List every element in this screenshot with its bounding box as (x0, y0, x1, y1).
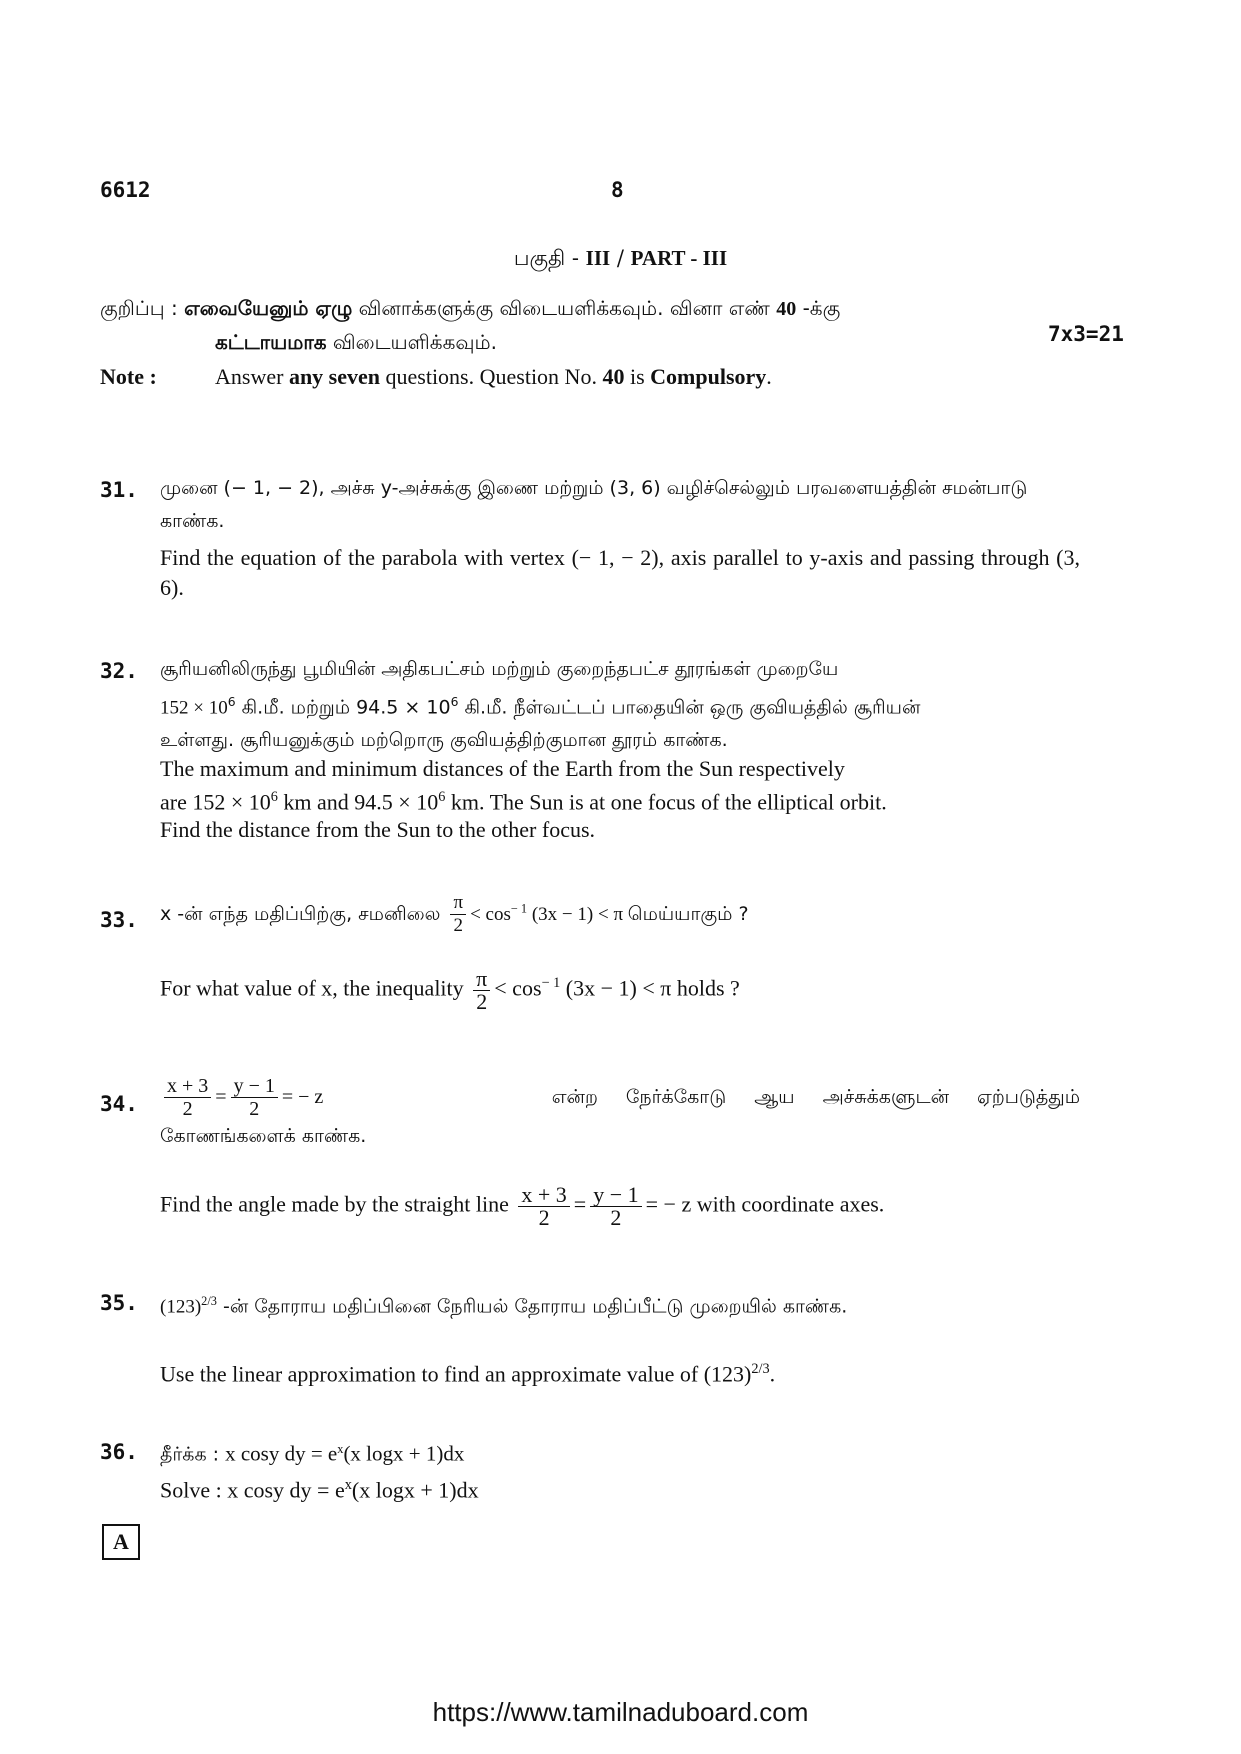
q31-english: Find the equation of the parabola with vertex (− 1, − 2), axis parallel to y-axis and passing through (3, 6). (160, 545, 1080, 600)
q33-english-two: 2 (476, 989, 488, 1014)
q36-tamil (160, 1433, 1080, 1471)
q36-tamil-eq: x cosy dy = e (225, 1441, 338, 1466)
q34-frac-y (231, 1075, 278, 1120)
english-note-c: questions. Question No. (380, 364, 603, 389)
q36-english-eq-tail: (x logx + 1)dx (351, 1477, 479, 1503)
q32-english-b1: are 152 × 10 (160, 789, 271, 815)
q34-tamil-b: கோணங்களைக் காண்க. (160, 1125, 367, 1147)
page-number: 8 (611, 178, 624, 202)
q32-tamil-exp2: 6 (450, 695, 459, 709)
q34-fy-den: 2 (249, 1098, 260, 1120)
q35-english: Use the linear approximation to find an approximate value of $(123)^{2/3}$. (160, 1361, 776, 1387)
q32-english-b3: km. The Sun is at one focus of the elliptical orbit. (445, 789, 887, 815)
q35-english-exp: 2/3 (751, 1361, 770, 1377)
english-note-b: any seven (288, 364, 380, 389)
question-number-31: 31. (100, 478, 138, 502)
q34-tamil-a: என்ற நேர்க்கோடு ஆய அச்சுக்களுடன் ஏற்படுத்தும் (551, 1086, 1080, 1108)
q33-tamil-two: 2 (453, 915, 464, 936)
english-note-label: Note : (100, 364, 157, 389)
q33-tamil (160, 892, 1080, 937)
q32-english (160, 755, 1080, 844)
q32-tamil-num1: 152 × 10 (160, 697, 228, 719)
q32-english-b2: km and 94.5 × 10 (277, 789, 439, 815)
q36-english-eq: x cosy dy = e (227, 1477, 345, 1503)
question-number-34: 34. (100, 1092, 138, 1116)
q33-english-a: For what value of x, the inequality (160, 975, 470, 1001)
q35-english-text: Use the linear approximation to find an approximate value of (160, 1361, 704, 1387)
english-note-e: is (624, 364, 651, 389)
q32-tamil (160, 653, 1080, 757)
part-english: PART - III (630, 246, 728, 270)
q34-tamil-line1 (160, 1075, 1080, 1120)
tamil-note (100, 292, 1100, 359)
q32-english-exp2: 6 (438, 789, 446, 805)
q36-english-eq-exp: x (344, 1477, 352, 1493)
q33-english (160, 968, 1080, 1013)
q33-english-pi: π (473, 968, 490, 991)
q36-tamil-eq-exp: x (337, 1442, 344, 1456)
english-note-d: 40 (602, 364, 625, 389)
q33-tamil-arg: (3x − 1) < π (527, 904, 628, 925)
q34-english-fy-den: 2 (610, 1205, 622, 1230)
q32-tamil-line1: சூரியனிலிருந்து பூமியின் அதிகபட்சம் மற்றும் குறைந்தபட்ச தூரங்கள் முறையே (160, 658, 839, 680)
q32-english-exp1: 6 (270, 789, 278, 805)
part-sep: - (565, 246, 586, 270)
tamil-note-suffix: -க்கு (796, 296, 841, 320)
q32-english-line3: Find the distance from the Sun to the other focus. (160, 817, 596, 843)
tamil-note-line2 (100, 326, 1100, 359)
q34-fx-num: x + 3 (164, 1075, 211, 1098)
q32-tamil-line3: உள்ளது. சூரியனுக்கும் மற்றொரு குவியத்திற்குமான தூரம் காண்க. (160, 729, 728, 752)
part-roman: III (585, 246, 611, 270)
q33-tamil-a: x -ன் எந்த மதிப்பிற்கு, சமனிலை (160, 903, 447, 925)
question-number-35: 35. (100, 1291, 138, 1315)
q32-tamil-line2 (160, 686, 1080, 724)
part-slash: / (610, 246, 631, 270)
tamil-note-compulsory: கட்டாயமாக (215, 330, 327, 354)
english-note (215, 364, 772, 390)
q34-tamil-equation: $\frac{x + 3}{2}$ = $\frac{y - 1}{2}$ = − z (160, 1075, 323, 1120)
q35-tamil-text: -ன் தோராய மதிப்பினை நேரியல் தோராய மதிப்பீட்டு முறையில் காண்க. (216, 1295, 848, 1318)
q34-english-rhs: = − z (645, 1191, 692, 1217)
q33-english-inv: − 1 (541, 975, 561, 992)
q34-english: Find the angle made by the straight line $\frac{x + 3}{2}$ = $\frac{y - 1}{2}$ = − z with coordinate axes. (160, 1182, 885, 1230)
q35-english-base: (123) (703, 1361, 752, 1387)
q33-english-fraction (473, 968, 490, 1013)
q32-english-line2 (160, 783, 1080, 816)
tamil-note-line2-text: விடையளிக்கவும். (326, 330, 497, 354)
q34-english-frac-x (518, 1184, 569, 1229)
q33-tamil-pi: π (450, 892, 466, 915)
q34-english-a: Find the angle made by the straight line (160, 1191, 515, 1217)
q36-english (160, 1470, 1080, 1505)
q32-tamil-num2: கி.மீ. மற்றும் 94.5 × 10 (235, 696, 451, 719)
q33-tamil-cos: < cos (470, 904, 511, 925)
q33-english-arg: (3x − 1) < π (560, 975, 677, 1001)
tamil-note-emph: எவையேனும் ஏழு (184, 296, 353, 320)
question-number-36: 36. (100, 1440, 138, 1464)
english-note-a: Answer (215, 364, 289, 389)
q32-tamil-exp1: 6 (227, 695, 236, 709)
footer-url[interactable]: https://www.tamilnaduboard.com (432, 1697, 809, 1727)
q33-tamil-b: மெய்யாகும் ? (627, 903, 749, 925)
q36-tamil-label: தீர்க்க : (160, 1443, 226, 1466)
paper-code: 6612 (100, 178, 151, 202)
q34-english-fx-num: x + 3 (518, 1184, 569, 1207)
q34-fx-den: 2 (182, 1098, 193, 1120)
q36-tamil-eq-tail: (x logx + 1)dx (343, 1441, 465, 1466)
part-heading (0, 246, 1241, 273)
q34-english-b: with coordinate axes. (691, 1191, 885, 1217)
question-number-33: 33. (100, 908, 138, 932)
q32-tamil-tail: கி.மீ. நீள்வட்டப் பாதையின் ஒரு குவியத்தில் சூரியன் (458, 696, 921, 719)
tamil-note-text: வினாக்களுக்கு விடையளிக்கவும். வினா எண் (352, 296, 777, 320)
question-number-32: 32. (100, 659, 138, 683)
q34-tamil (160, 1075, 1080, 1153)
q35-tamil-base: (123) (160, 1296, 202, 1318)
q34-fy-num: y − 1 (231, 1075, 278, 1098)
q36-english-label: Solve : (160, 1477, 228, 1503)
english-note-f: Compulsory (650, 364, 767, 389)
english-note-g: . (766, 364, 772, 389)
q35-tamil-exp: 2/3 (201, 1294, 217, 1308)
part-tamil: பகுதி (513, 246, 566, 270)
tamil-note-num: 40 (776, 298, 797, 320)
q34-english-fy-num: y − 1 (590, 1184, 641, 1207)
q31-tamil: முனை (− 1, − 2), அச்சு y-அச்சுக்கு இணை மற்றும் (3, 6) வழிச்செல்லும் பரவளையத்தின் சமன்பாடு காண்க. (160, 477, 1028, 532)
q33-english-b: holds ? (676, 975, 740, 1001)
q34-rhs: = − z (281, 1086, 324, 1108)
tamil-note-label: குறிப்பு : (100, 296, 178, 320)
marks-total: 7x3=21 (1048, 322, 1124, 346)
tamil-note-line1 (100, 292, 1100, 326)
q32-english-line1: The maximum and minimum distances of the Earth from the Sun respectively (160, 756, 845, 781)
q34-english-frac-y (590, 1184, 641, 1229)
q33-english-cos: < cos (494, 975, 542, 1001)
q34-english-fx-den: 2 (538, 1205, 550, 1230)
q34-frac-x (164, 1075, 211, 1120)
series-box: A (102, 1524, 140, 1560)
q35-tamil (160, 1285, 1080, 1323)
q33-tamil-inv: − 1 (510, 901, 528, 916)
q33-tamil-fraction (450, 892, 466, 937)
